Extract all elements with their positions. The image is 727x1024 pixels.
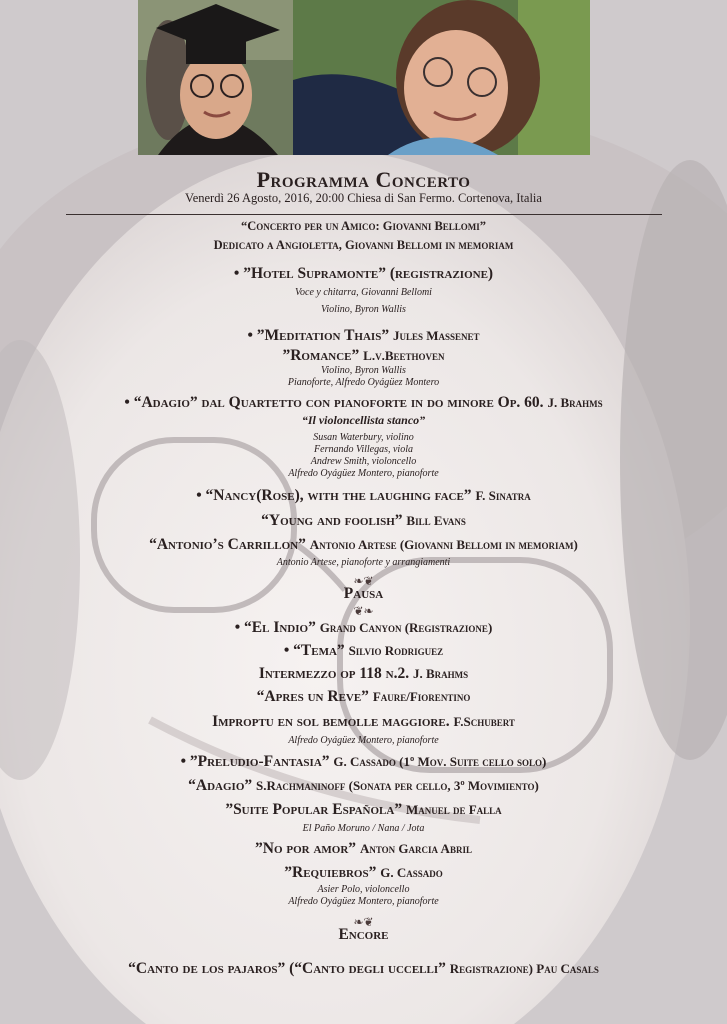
item-composer: Antonio Artese (Giovanni Bellomi in memoriam) (309, 537, 578, 552)
program-item (0, 619, 727, 637)
performer: Pianoforte, Alfredo Oyágüez Montero (287, 377, 440, 388)
item-title: “Canto de los pajaros” (“Canto degli uccelli” (128, 960, 446, 977)
program-item (0, 265, 727, 283)
item-composer: S.Rachmaninoff (Sonata per cello, 3º Movimiento) (256, 778, 539, 793)
performer: Fernando Villegas, viola (314, 444, 413, 455)
item-title: ”Suite Popular Española” (225, 801, 403, 818)
performer: Susan Waterbury, violino (313, 432, 414, 443)
performer: Alfredo Oyágüez Montero, pianoforte (288, 468, 439, 479)
section-pausa: Pausa (343, 585, 384, 602)
item-subtitle: “Il violoncellista stanco” (301, 413, 426, 427)
program-item (0, 665, 727, 683)
item-title: • ”Hotel Supramonte” (registrazione) (233, 265, 494, 282)
program-item (0, 487, 727, 505)
ornament-icon: ❦❧ (353, 604, 374, 618)
performer: Alfredo Oyágüez Montero, pianoforte (288, 896, 439, 907)
program-item (0, 536, 727, 554)
performer: Violino, Byron Wallis (321, 304, 406, 315)
performer: Antonio Artese, pianoforte y arrangiamenti (276, 557, 451, 568)
dedication-subtitle: Dedicato a Angioletta, Giovanni Bellomi in memoriam (213, 238, 514, 252)
section-encore: Encore (338, 926, 389, 943)
program-item (0, 753, 727, 771)
item-composer: L.v.Beethoven (363, 348, 445, 363)
item-composer: F. Sinatra (475, 488, 531, 503)
item-title: • “Tema” (283, 642, 345, 659)
item-composer: J. Brahms (413, 666, 469, 681)
divider (66, 214, 662, 215)
item-title: ”Romance” (282, 347, 360, 364)
item-title: • ”Meditation Thais” (247, 327, 390, 344)
item-composer: Bill Evans (406, 513, 466, 528)
item-composer: Manuel de Falla (405, 802, 502, 817)
header-photos (138, 0, 590, 155)
concert-program (0, 155, 727, 1024)
item-composer: Silvio Rodriguez (348, 643, 444, 658)
item-title: “Adagio” (188, 777, 253, 794)
item-title: “Apres un Reve” (256, 688, 369, 705)
item-composer: G. Cassado (380, 865, 443, 880)
program-item (0, 327, 727, 345)
program-item (0, 688, 727, 706)
item-composer: Faure/Fiorentino (372, 689, 471, 704)
item-title: ”No por amor” (255, 840, 357, 857)
dedication-title: “Concerto per un Amico: Giovanni Bellomi” (240, 219, 487, 233)
item-title: Improptu en sol bemolle maggiore. (212, 713, 450, 730)
item-composer: Anton Garcia Abril (359, 841, 472, 856)
item-composer: Jules Massenet (392, 328, 480, 343)
program-item (0, 394, 727, 412)
program-item (0, 713, 727, 731)
ornament-icon: ❧❦ (353, 915, 374, 929)
item-title: ”Requiebros” (284, 864, 377, 881)
performer: El Paño Moruno / Nana / Jota (302, 823, 425, 834)
item-composer: F.Schubert (453, 714, 515, 729)
item-title: • “Nancy(Rose), with the laughing face” (196, 487, 472, 504)
program-item (0, 512, 727, 530)
performer: Asier Polo, violoncello (317, 884, 410, 895)
program-item (0, 864, 727, 882)
item-title: • “El Indio” (234, 619, 316, 636)
item-title: Intermezzo op 118 n.2. (258, 665, 410, 682)
item-title: “Antonio’s Carrillon” (149, 536, 306, 553)
item-composer: J. Brahms (547, 395, 603, 410)
item-title: “Young and foolish” (261, 512, 403, 529)
program-item (0, 347, 727, 365)
ornament-icon: ❧❦ (353, 574, 374, 588)
program-title: Programma Concerto (256, 167, 471, 192)
performer: Voce y chitarra, Giovanni Bellomi (295, 287, 432, 298)
item-composer: Grand Canyon (Registrazione) (319, 620, 493, 635)
program-item (0, 801, 727, 819)
performer: Alfredo Oyágüez Montero, pianoforte (288, 735, 439, 746)
program-item (0, 642, 727, 660)
item-composer: Registrazione) Pau Casals (449, 961, 599, 976)
item-title: • “Adagio” dal Quartetto con pianoforte in do minore Op. 60. (124, 394, 544, 411)
program-item (0, 960, 727, 978)
item-title: • ”Preludio-Fantasia” (180, 753, 330, 770)
performer: Violino, Byron Wallis (321, 365, 406, 376)
program-item (0, 777, 727, 795)
performer: Andrew Smith, violoncello (310, 456, 417, 467)
program-item (0, 840, 727, 858)
item-composer: G. Cassado (1º Mov. Suite cello solo) (333, 754, 547, 769)
program-subtitle: Venerdì 26 Agosto, 2016, 20:00 Chiesa di San Fermo. Cortenova, Italia (185, 191, 542, 205)
